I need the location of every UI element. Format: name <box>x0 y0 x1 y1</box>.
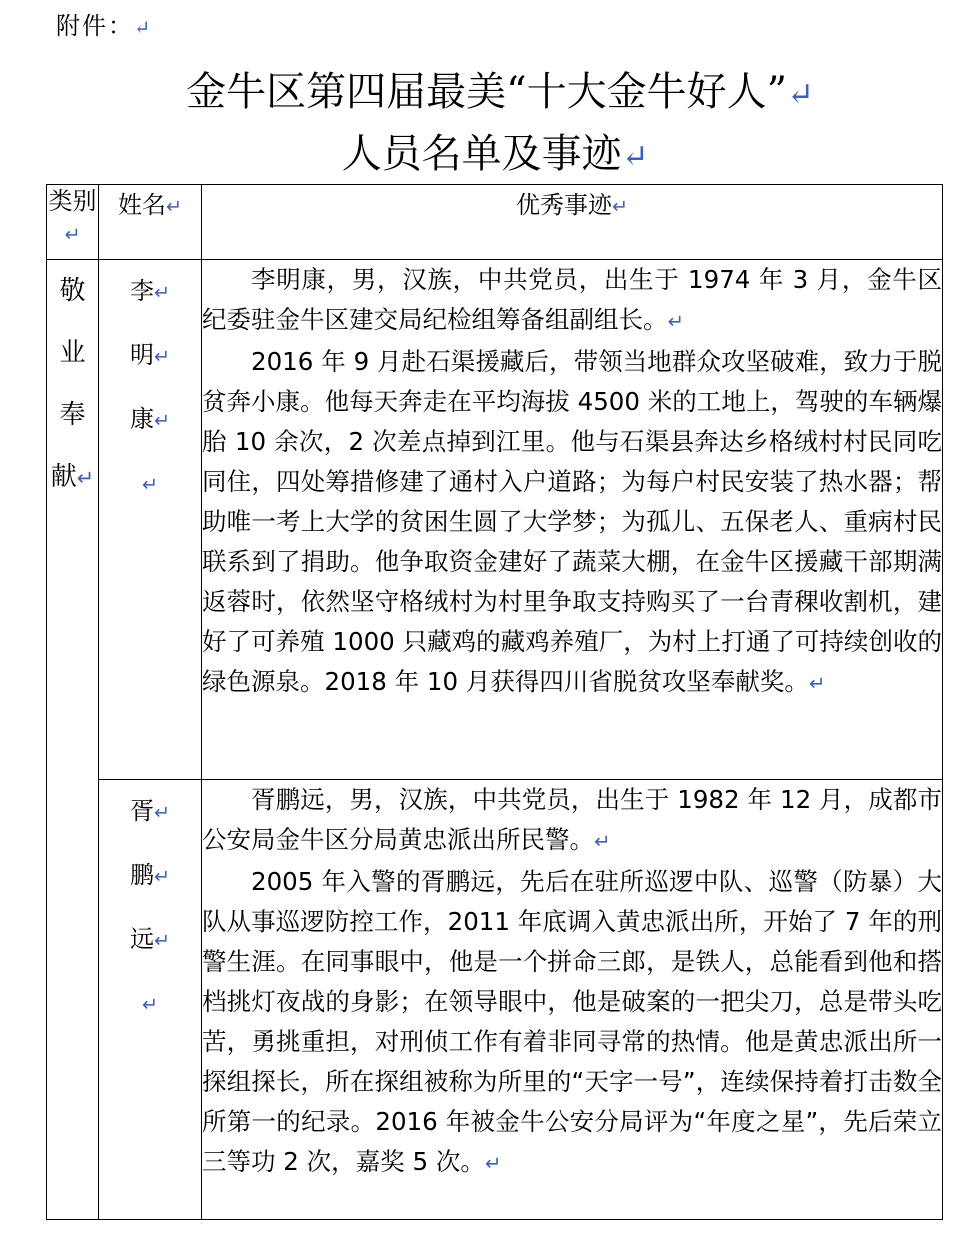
return-mark-icon: ↵ <box>153 865 171 888</box>
name-char: 明↵ <box>129 341 171 369</box>
return-mark-icon: ↵ <box>64 223 81 246</box>
return-mark-icon: ↵ <box>141 473 159 496</box>
attachment-label: 附件：↵ <box>56 12 153 40</box>
category-char: 献↵ <box>50 462 95 492</box>
return-mark-icon: ↵ <box>594 830 611 853</box>
deeds-paragraph: 2005 年入警的胥鹏远，先后在驻所巡逻中队、巡警（防暴）大队从事巡逻防控工作，2011 年底调入黄忠派出所，开始了 7 年的刑警生涯。在同事眼中，他是一个拼命三郎，是铁人，总能看到他和搭档挑灯夜战的身影；在领导眼中，他是破案的一把尖刀，总是带头吃苦，勇挑重担，对刑侦工作有着非同寻常的热情。他是黄忠派出所一探组探长，所在探组被称为所里的“天字一号”，连续保持着打击数全所第一的纪录。2016 年被金牛公安分局评为“年度之星”，先后荣立三等功 2 次，嘉奖 5 次。↵ <box>202 867 942 1176</box>
header-category: 类别↵ <box>47 185 99 260</box>
return-mark-icon: ↵ <box>787 75 814 113</box>
name-char: 李↵ <box>129 277 171 305</box>
table-row <box>47 780 943 1220</box>
deeds-paragraph: 胥鹏远，男，汉族，中共党员，出生于 1982 年 12 月，成都市公安局金牛区分局黄忠派出所民警。↵ <box>202 785 942 854</box>
name-cell <box>99 260 202 780</box>
header-deeds: 优秀事迹↵ <box>202 185 943 260</box>
category-cell <box>47 260 99 1220</box>
return-mark-icon: ↵ <box>76 466 95 490</box>
name-empty-line <box>99 452 201 516</box>
deeds-paragraph: 2016 年 9 月赴石渠援藏后，带领当地群众攻坚破难，致力于脱贫奔小康。他每天奔走在平均海拔 4500 米的工地上，驾驶的车辆爆胎 10 余次，2 次差点掉到江里。他与石渠县奔达乡格绒村村民同吃同住，四处筹措修建了通村入户道路；为每户村民安装了热水器；帮助唯一考上大学的贫困生圆了大学梦；为孤儿、五保老人、重病村民联系到了捐助。他争取资金建好了蔬菜大棚，在金牛区援藏干部期满返蓉时，依然坚守格绒村为村里争取支持购买了一台青稞收割机，建好了可养殖 1000 只藏鸡的藏鸡养殖厂，为村上打通了可持续创收的绿色源泉。2018 年 10 月获得四川省脱贫攻坚奉献奖。↵ <box>202 347 942 696</box>
return-mark-icon: ↵ <box>153 801 171 824</box>
return-mark-icon: ↵ <box>134 16 153 39</box>
return-mark-icon: ↵ <box>484 1152 502 1175</box>
name-empty-line <box>99 972 201 1036</box>
return-mark-icon: ↵ <box>153 345 171 368</box>
name-char: 远↵ <box>129 925 171 953</box>
return-mark-icon: ↵ <box>667 310 684 333</box>
deeds-cell <box>202 780 943 1220</box>
category-char: 奉 <box>59 400 86 430</box>
name-char: 胥↵ <box>129 797 171 825</box>
table-header-row <box>47 185 943 260</box>
return-mark-icon: ↵ <box>621 137 649 175</box>
category-char: 敬 <box>59 276 86 306</box>
deeds-cell <box>202 260 943 780</box>
return-mark-icon: ↵ <box>165 195 183 218</box>
category-char: 业 <box>59 338 86 368</box>
name-char: 鹏↵ <box>129 861 171 889</box>
honoree-table <box>46 184 943 1220</box>
header-name: 姓名↵ <box>99 185 202 260</box>
document-title-line1: 金牛区第四届最美“十大金牛好人”↵ <box>186 69 814 115</box>
return-mark-icon: ↵ <box>611 195 629 218</box>
return-mark-icon: ↵ <box>141 993 159 1016</box>
return-mark-icon: ↵ <box>153 929 171 952</box>
name-char: 康↵ <box>129 405 171 433</box>
name-cell <box>99 780 202 1220</box>
return-mark-icon: ↵ <box>153 409 171 432</box>
deeds-paragraph: 李明康，男，汉族，中共党员，出生于 1974 年 3 月，金牛区纪委驻金牛区建交局纪检组筹备组副组长。↵ <box>202 265 942 334</box>
return-mark-icon: ↵ <box>808 672 826 695</box>
table-row <box>47 260 943 780</box>
document-title-line2: 人员名单及事迹↵ <box>341 131 649 177</box>
return-mark-icon: ↵ <box>153 281 171 304</box>
